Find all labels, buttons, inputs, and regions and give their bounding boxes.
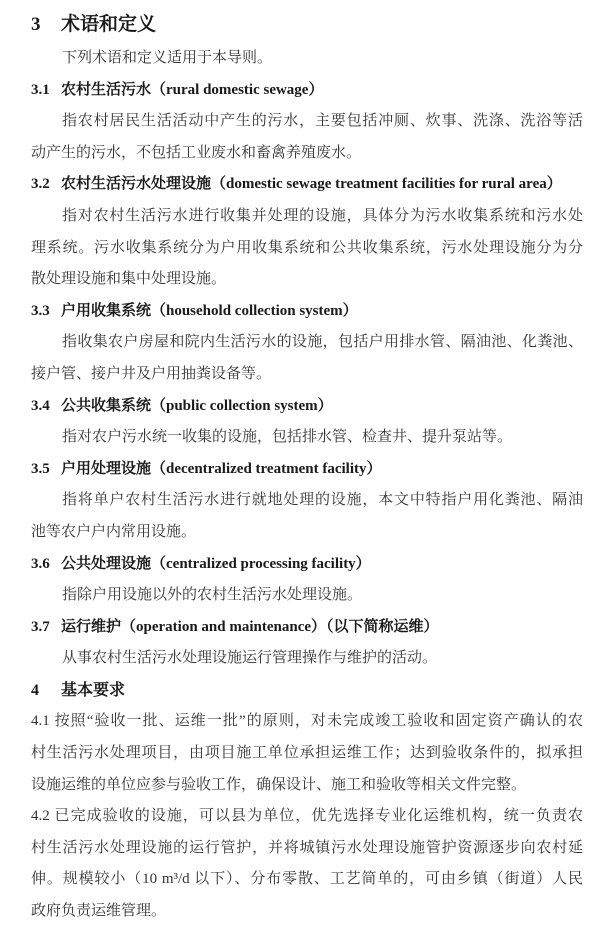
term-heading (31, 296, 583, 328)
paragraph (31, 43, 583, 75)
paragraph-line: 指农村居民生活活动中产生的污水，主要包括冲厕、炊事、洗涤、洗浴等活 (62, 113, 583, 130)
heading-text: 户用收集系统（household collection system） (61, 302, 358, 319)
paragraph (31, 422, 583, 454)
paragraph (31, 485, 583, 548)
paragraph-line: 指将单户农村生活污水进行就地处理的设施，本文中特指户用化粪池、隔油 (62, 492, 583, 509)
section-heading (31, 675, 583, 707)
paragraph-line: 池等农户户内常用设施。 (31, 523, 197, 540)
paragraph (31, 327, 583, 390)
term-heading (31, 549, 583, 581)
heading-text: 户用处理设施（decentralized treatment facility） (61, 460, 382, 477)
term-heading (31, 169, 583, 201)
paragraph-line: 动产生的污水，不包括工业废水和畜禽养殖废水。 (31, 144, 362, 161)
paragraph (31, 201, 583, 296)
paragraph-line: 散处理设施和集中处理设施。 (31, 271, 227, 288)
section-title (31, 7, 583, 43)
paragraph (31, 106, 583, 169)
heading-text: 基本要求 (61, 681, 126, 699)
paragraph-line: 指除户用设施以外的农村生活污水处理设施。 (62, 587, 363, 604)
heading-number: 4 (31, 681, 39, 699)
heading-text: 运行维护（operation and maintenance）（以下简称运维） (61, 618, 439, 635)
heading-number: 3.4 (31, 397, 50, 414)
paragraph (31, 580, 583, 612)
heading-text: 农村生活污水处理设施（domestic sewage treatment facilities for rural area） (61, 176, 562, 193)
section-title-text: 术语和定义 (61, 14, 157, 35)
heading-text: 公共收集系统（public collection system） (61, 397, 333, 414)
paragraph (31, 801, 583, 927)
paragraph-line: 理系统。污水收集系统分为户用收集系统和公共收集系统，污水处理设施分为分 (31, 239, 583, 256)
term-heading (31, 612, 583, 644)
section-number: 3 (31, 14, 41, 35)
heading-text: 农村生活污水（rural domestic sewage） (61, 81, 324, 98)
paragraph-line: 指收集农户房屋和院内生活污水的设施，包括户用排水管、隔油池、化粪池、 (62, 334, 583, 351)
heading-number: 3.6 (31, 555, 50, 572)
paragraph-line: 指对农村生活污水进行收集并处理的设施，具体分为污水收集系统和污水处 (62, 207, 583, 224)
paragraph-line: 村生活污水处理项目，由项目施工单位承担运维工作；达到验收条件的，拟承担 (31, 745, 583, 762)
paragraph-line: 设施运维的单位应参与验收工作，确保设计、施工和验收等相关文件完整。 (31, 776, 527, 793)
paragraph-line: 从事农村生活污水处理设施运行管理操作与维护的活动。 (62, 650, 438, 667)
heading-number: 3.5 (31, 460, 50, 477)
heading-number: 3.7 (31, 618, 50, 635)
term-heading (31, 454, 583, 486)
heading-number: 3.3 (31, 302, 50, 319)
paragraph-line: 村生活污水处理设施的运行管护，并将城镇污水处理设施管护资源逐步向农村延 (31, 839, 583, 856)
content-blocks (31, 43, 583, 928)
paragraph (31, 643, 583, 675)
paragraph-line: 下列术语和定义适用于本导则。 (62, 50, 273, 66)
heading-number: 3.1 (31, 81, 50, 98)
paragraph-line: 伸。规模较小（10 m³/d 以下）、分布零散、工艺简单的，可由乡镇（街道）人民 (31, 871, 583, 888)
paragraph-line: 接户管、接户井及户用抽粪设备等。 (31, 365, 272, 382)
heading-text: 公共处理设施（centralized processing facility） (61, 555, 371, 572)
paragraph (31, 706, 583, 801)
paragraph-line: 政府负责运维管理。 (31, 903, 167, 920)
paragraph-line: 4.1 按照“验收一批、运维一批”的原则，对未完成竣工验收和固定资产确认的农 (31, 713, 583, 730)
term-heading (31, 75, 583, 107)
paragraph-line: 4.2 已完成验收的设施，可以县为单位，优先选择专业化运维机构，统一负责农 (31, 808, 583, 825)
paragraph-line: 指对农户污水统一收集的设施，包括排水管、检查井、提升泵站等。 (62, 429, 513, 446)
document-page (31, 7, 583, 928)
heading-number: 3.2 (31, 176, 50, 193)
term-heading (31, 391, 583, 423)
